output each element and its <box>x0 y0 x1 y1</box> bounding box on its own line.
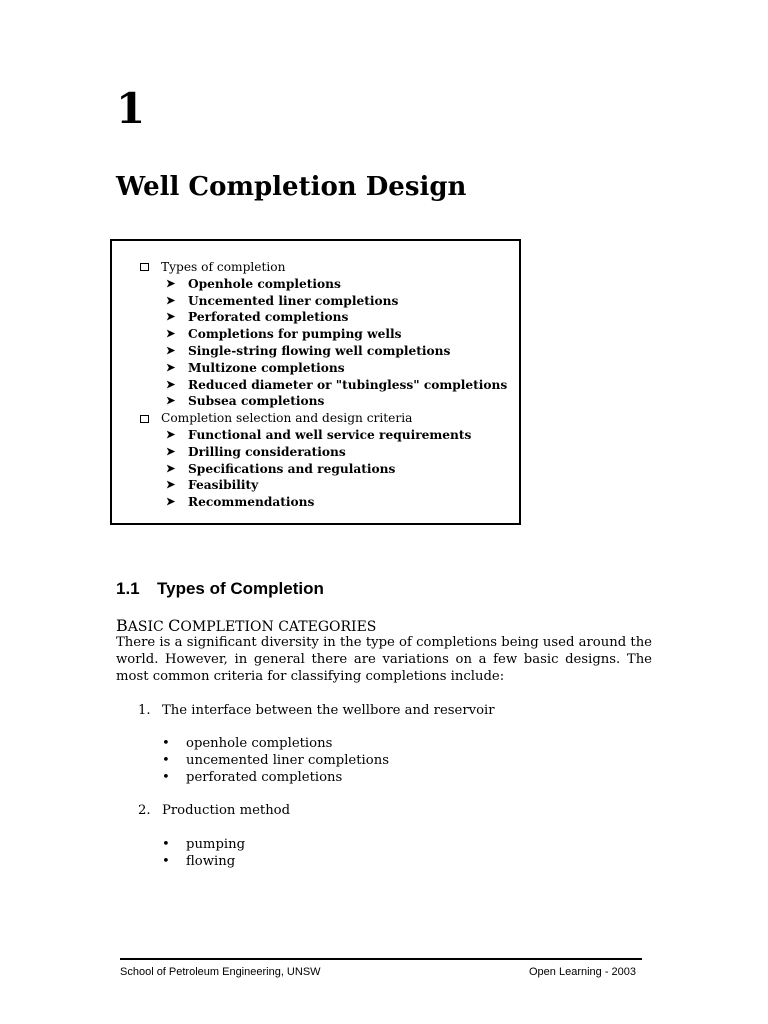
list-item <box>162 854 245 871</box>
criteria-label: The interface between the wellbore and reservoir <box>162 703 495 718</box>
toc-item <box>140 494 507 511</box>
arrowhead-icon: ➤ <box>166 495 176 509</box>
toc-item-label: Completions for pumping wells <box>188 327 402 342</box>
subheading-rest: OMPLETION CATEGORIES <box>180 619 377 635</box>
list-item-label: openhole completions <box>186 736 333 751</box>
section-number: 1.1 <box>116 579 140 598</box>
arrowhead-icon: ➤ <box>166 377 176 391</box>
list-item-label: pumping <box>186 837 246 852</box>
arrowhead-icon: ➤ <box>166 276 176 290</box>
bullet-list <box>162 837 245 871</box>
chapter-number: 1 <box>116 84 146 133</box>
arrowhead-icon: ➤ <box>166 310 176 324</box>
toc-item <box>140 293 507 310</box>
criteria-item <box>138 703 495 718</box>
bullet-icon: • <box>162 769 170 785</box>
toc-item-label: Multizone completions <box>188 360 345 375</box>
toc-item-label: Recommendations <box>188 495 315 510</box>
toc-item <box>140 427 507 444</box>
footer-divider <box>120 958 642 960</box>
toc-item-label: Reduced diameter or "tubingless" completions <box>188 377 508 392</box>
toc-item <box>140 393 507 410</box>
toc-item <box>140 326 507 343</box>
toc-item <box>140 477 507 494</box>
subheading <box>116 616 376 635</box>
toc-item <box>140 276 507 293</box>
list-item-label: perforated completions <box>186 769 343 785</box>
toc-section <box>140 259 507 276</box>
criteria-number: 2. <box>138 803 151 818</box>
toc-item-label: Specifications and regulations <box>188 461 396 476</box>
arrowhead-icon: ➤ <box>166 478 176 492</box>
list-item <box>162 770 389 787</box>
toc-item <box>140 343 507 360</box>
contents-list <box>140 259 507 511</box>
toc-item-label: Subsea completions <box>188 394 325 409</box>
toc-item <box>140 461 507 478</box>
criteria-number: 1. <box>138 703 151 718</box>
arrowhead-icon: ➤ <box>166 461 176 475</box>
bullet-list <box>162 736 389 786</box>
toc-section-label: Completion selection and design criteria <box>161 411 413 426</box>
toc-item-label: Uncemented liner completions <box>188 293 399 308</box>
arrowhead-icon: ➤ <box>166 394 176 408</box>
toc-item-label: Openhole completions <box>188 276 341 291</box>
footer-left-text: School of Petroleum Engineering, UNSW <box>120 966 321 978</box>
checkbox-icon <box>140 263 149 271</box>
toc-item-label: Feasibility <box>188 478 259 493</box>
criteria-item <box>138 803 290 818</box>
subheading-rest: ASIC <box>127 619 169 635</box>
toc-item <box>140 360 507 377</box>
arrowhead-icon: ➤ <box>166 427 176 441</box>
bullet-icon: • <box>162 736 170 751</box>
arrowhead-icon: ➤ <box>166 343 176 357</box>
arrowhead-icon: ➤ <box>166 327 176 341</box>
contents-box <box>110 239 521 525</box>
footer-right-text: Open Learning - 2003 <box>529 966 637 978</box>
toc-item <box>140 377 507 394</box>
toc-item <box>140 444 507 461</box>
arrowhead-icon: ➤ <box>166 444 176 458</box>
toc-item-label: Perforated completions <box>188 310 349 325</box>
list-item <box>162 753 389 770</box>
arrowhead-icon: ➤ <box>166 293 176 307</box>
toc-item-label: Single-string flowing well completions <box>188 343 451 358</box>
arrowhead-icon: ➤ <box>166 360 176 374</box>
list-item <box>162 736 389 753</box>
bullet-icon: • <box>162 752 170 768</box>
criteria-label: Production method <box>162 803 291 818</box>
list-item-label: flowing <box>186 853 236 869</box>
toc-section-label: Types of completion <box>161 260 286 274</box>
toc-item-label: Functional and well service requirements <box>188 427 472 442</box>
section-title: Types of Completion <box>157 579 324 598</box>
toc-item <box>140 309 507 326</box>
checkbox-icon <box>140 415 149 423</box>
section-heading <box>116 579 324 599</box>
toc-section <box>140 410 507 427</box>
toc-item-label: Drilling considerations <box>188 444 346 459</box>
body-paragraph: There is a significant diversity in the type of completions being used around the world. However, in general there are variations on a few basic designs. The most common criteria for classifying completions include: <box>116 635 652 684</box>
bullet-icon: • <box>162 837 170 852</box>
bullet-icon: • <box>162 853 170 869</box>
list-item <box>162 837 245 854</box>
chapter-title: Well Completion Design <box>116 172 467 202</box>
subheading-initial: C <box>168 616 181 635</box>
subheading-initial: B <box>116 616 128 635</box>
list-item-label: uncemented liner completions <box>186 752 389 768</box>
